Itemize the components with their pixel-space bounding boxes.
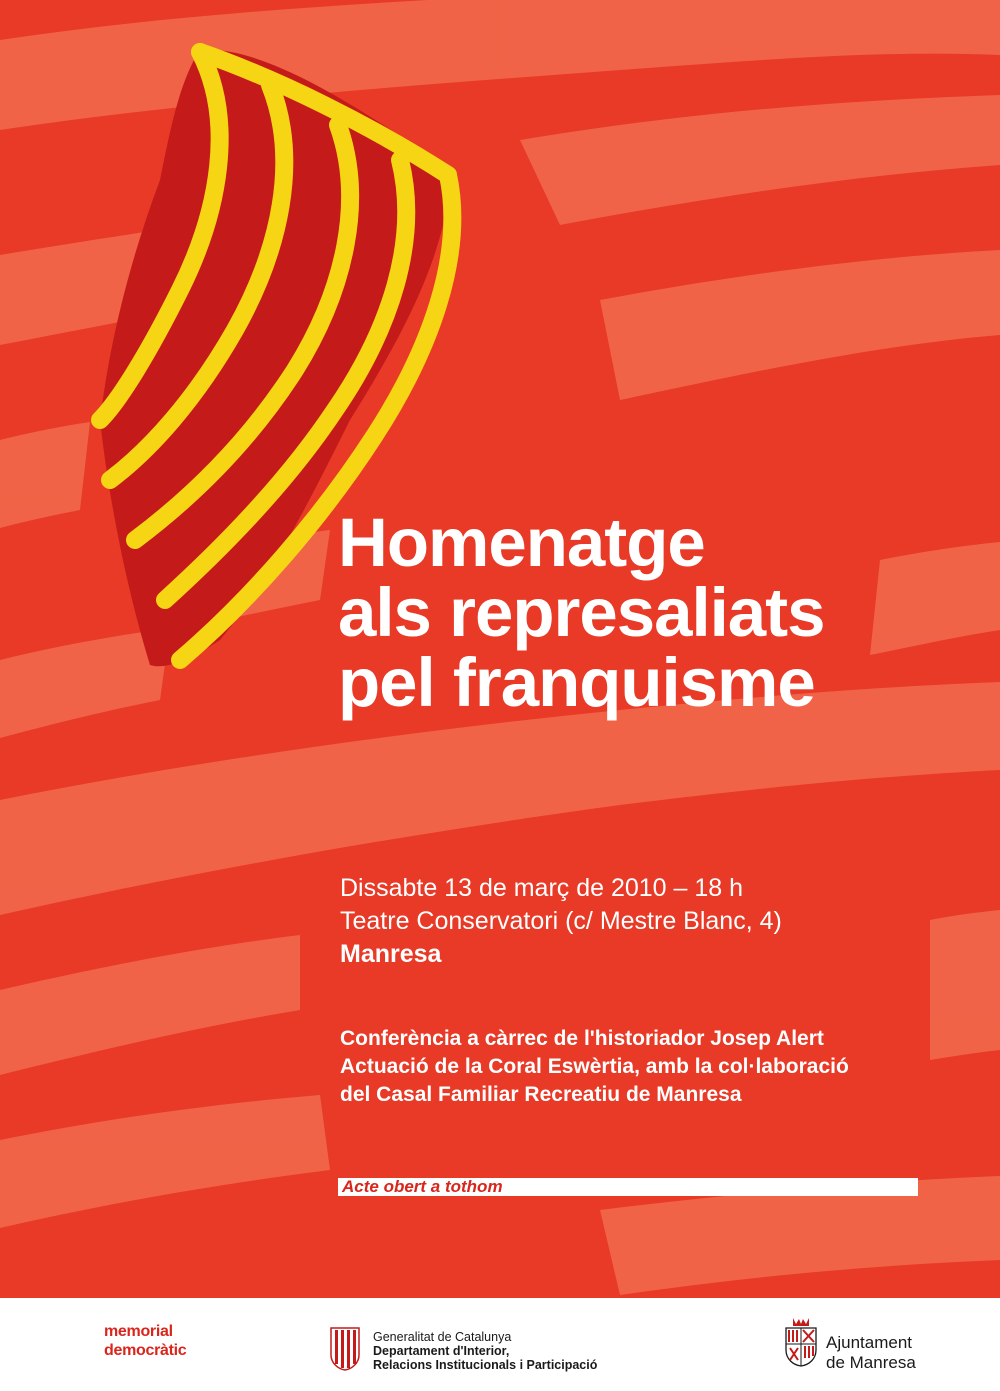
event-city: Manresa (340, 940, 442, 968)
program-line-2: Actuació de la Coral Eswèrtia, amb la col·laboració (340, 1055, 849, 1078)
event-venue: Teatre Conservatori (c/ Mestre Blanc, 4) (340, 907, 782, 935)
manresa-coat-of-arms-icon (784, 1316, 818, 1368)
ajuntament-line-2: de Manresa (826, 1353, 916, 1372)
memorial-logo-line-2: democràtic (104, 1342, 187, 1359)
generalitat-shield-icon (330, 1327, 360, 1371)
generalitat-line-2: Departament d'Interior, (373, 1344, 510, 1358)
ajuntament-logo-text (826, 1333, 946, 1373)
ajuntament-line-1: Ajuntament (826, 1333, 912, 1352)
program-line-3: del Casal Familiar Recreatiu de Manresa (340, 1083, 742, 1106)
generalitat-logo-text (373, 1330, 693, 1372)
event-title (338, 504, 978, 721)
open-event-label: Acte obert a tothom (342, 1177, 503, 1196)
generalitat-line-1: Generalitat de Catalunya (373, 1330, 512, 1344)
event-date-time: Dissabte 13 de març de 2010 – 18 h (340, 874, 744, 902)
title-line-2: als represaliats (338, 574, 825, 651)
memorial-democratic-logo (104, 1322, 214, 1370)
generalitat-line-3: Relacions Institucionals i Participació (373, 1358, 598, 1372)
title-line-3: pel franquisme (338, 644, 815, 721)
open-event-banner (338, 1178, 918, 1196)
event-details (340, 872, 960, 971)
program-line-1: Conferència a càrrec de l'historiador Josep Alert (340, 1027, 824, 1050)
title-line-1: Homenatge (338, 504, 705, 581)
memorial-logo-line-1: memorial (104, 1323, 173, 1340)
event-program (340, 1025, 980, 1109)
